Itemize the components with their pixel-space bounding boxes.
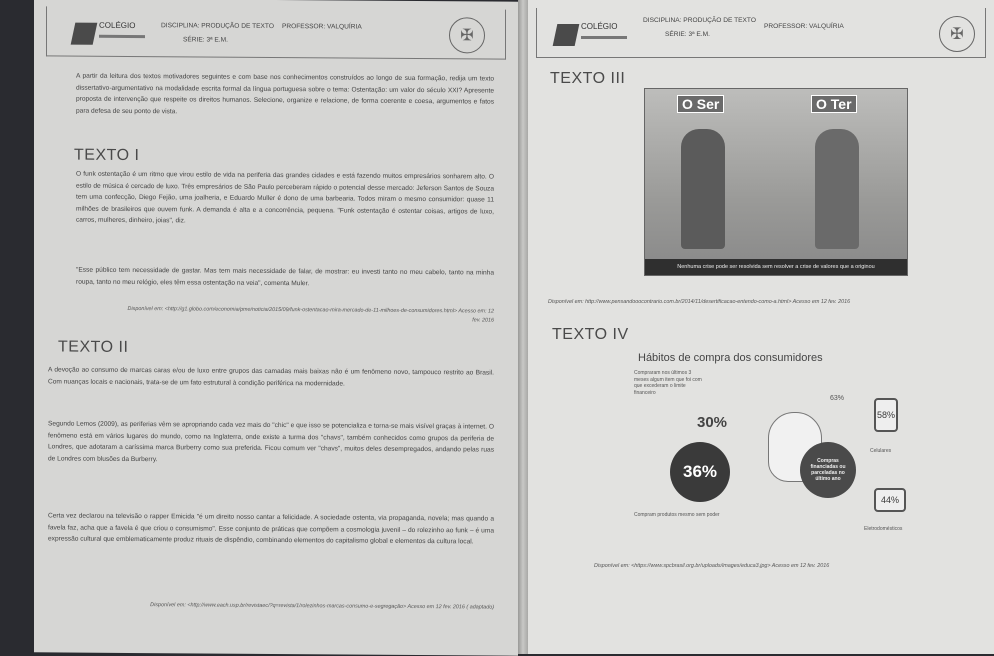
texto1-title: TEXTO I [74, 146, 140, 165]
cartoon-caption: Nenhuma crise pode ser resolvida sem resolver a crise de valores que a originou [645, 259, 907, 275]
stat-63: 63% [830, 395, 845, 402]
school-name: COLÉGIO [99, 20, 136, 31]
texto2-paragraph-3: Certa vez declarou na televisão o rapper Emicida "é um direito nosso cantar a felicidade. A sociedade ostenta, via propaganda, novela; mas quando a favela faz, acha que a favela é que criou o consumismo". Esse conjunto de práticas que compõem a cosmologia juvenil – do rolezinho ao funk – é uma expressão cultural que emblematicamente produz rituais de dispêndio, combinando elementos do capitalismo global e elementos da cultura local. [48, 512, 494, 546]
logo-mark-icon [553, 24, 580, 46]
infographic-title: Hábitos de compra dos consumidores [638, 352, 823, 364]
logo-mark-icon [71, 23, 98, 45]
cartoon-image [644, 88, 908, 276]
grade-label: SÉRIE: 3ª E.M. [665, 31, 710, 38]
caption-right-2: Eletrodomésticos [864, 526, 903, 532]
texto1-paragraph-1: O funk ostentação é um ritmo que virou estilo de vida na periferia das grandes cidades e está fazendo muitos empresários sonharem alto. O estilo de música é cercado de luxo. Três empresários de São Paulo perceberam rápido o potencial desse mercado: Jeferson Santos de Souza tem uma confecção, Diego Fejão, uma joalheria, e Eduardo Muller é dono de uma barbearia. Todos miram o mesmo consumidor: quase 11 milhões de brasileiros que ouvem funk. A demanda é alta e a concorrência, pequena. "Funk ostentação é ostentar coisas, artigos de luxo, carros, mulheres, dinheiro, joias", diz. [76, 170, 494, 225]
professor-label: PROFESSOR: VALQUÍRIA [763, 23, 844, 30]
school-logo [555, 18, 635, 52]
right-page [528, 0, 994, 654]
stat-30: 30% [696, 413, 728, 431]
texto4-title: TEXTO IV [552, 326, 629, 343]
stat-center: Compras financiadas ou parceladas no último ano [800, 442, 856, 498]
stat-36: 36% [670, 442, 730, 502]
texto2-title: TEXTO II [58, 338, 129, 356]
caption-top: Compraram nos últimos 3 meses algum item que foi com que excederam o limite financeiro [634, 370, 702, 396]
texto2-paragraph-2: Segundo Lemos (2009), as periferias vêm se apropriando cada vez mais do "chic" e que isso se potencializa e torna-se mais visível graças à internet. O fenômeno está em vários lugares do mundo, como na Inglaterra, onde existe a turma dos "chavs", também conhecidos como grupos da periferia de Londres, que adotaram a caríssima marca Burberry como sua preferida. Ficou comum ver "chavs", muitos deles desempregados, andando pelas ruas de Londres com blusões da Burberry. [48, 420, 494, 463]
cartoon-label-ser: O Ser [677, 95, 724, 113]
left-header [46, 6, 506, 59]
school-crest-icon: ✠ [449, 17, 485, 53]
texto3-title: TEXTO III [550, 70, 626, 87]
texto2-source: Disponível em: <http://www.each.usp.br/revistaec/?q=revista/1/rolezinhos-marcas-consumo-e-segregação> Acesso em 12 fev. 2016 ( adaptado) [150, 602, 494, 611]
school-crest-icon: ✠ [939, 16, 975, 52]
caption-bottom: Compram produtos mesmo sem poder [634, 512, 720, 518]
discipline-label: DISCIPLINA: PRODUÇÃO DE TEXTO [643, 17, 756, 24]
book-gutter [518, 0, 528, 654]
phone-icon: 58% [874, 398, 898, 432]
texto1-source: Disponível em: <http://g1.globo.com/economia/pme/noticia/2015/09/funk-ostentacao-mira-mercado-de-11-milhoes-de-consumidores.html> Acesso em: 12 fev. 2016 [127, 305, 494, 324]
cartoon-label-ter: O Ter [811, 95, 857, 113]
infographic [624, 352, 964, 542]
texto4-source: Disponível em: <https://www.spcbrasil.org.br/uploads/images/educa3.jpg> Acesso em 12 fev. 2016 [594, 563, 830, 569]
school-logo [73, 17, 153, 52]
texto2-paragraph-1: A devoção ao consumo de marcas caras e/ou de luxo entre grupos das camadas mais baixas não é um fenômeno novo, tampouco restrito ao Brasil. Com nuanças locais e nacionais, trata-se de um fato estrutural à condição periférica na modernidade. [48, 366, 494, 388]
instructions: A partir da leitura dos textos motivadores seguintes e com base nos conhecimentos construídos ao longo de sua formação, redija um texto dissertativo-argumentativo na modalidade escrita formal da língua portuguesa sobre o tema: Ostentação: um valor do século XXI? Apresente proposta de intervenção que respeite os direitos humanos. Selecione, organize e relacione, de forma coerente e coesa, argumentos e fatos para defesa de seu ponto de vista. [76, 72, 494, 116]
school-name: COLÉGIO [581, 22, 618, 31]
professor-label: PROFESSOR: VALQUÍRIA [281, 23, 362, 31]
cartoon-figure-left [681, 129, 725, 249]
texto1-paragraph-2: "Esse público tem necessidade de gastar. Mas tem mais necessidade de falar, de mostrar: eu investi tanto no meu cabelo, tanto na minha roupa, tanto no meu relógio, eles têm essa ostentação na veia", comenta Muler. [76, 266, 494, 287]
left-page [34, 0, 518, 656]
tv-icon: 44% [874, 488, 906, 512]
right-header [536, 8, 986, 58]
discipline-label: DISCIPLINA: PRODUÇÃO DE TEXTO [161, 22, 274, 30]
caption-right-1: Celulares [870, 448, 892, 454]
grade-label: SÉRIE: 3ª E.M. [183, 36, 228, 44]
texto3-source: Disponível em: http://www.pensandooocontrario.com.br/2014/11/desertificacao-entendo-como-a.html> Acesso em 12 fev. 2016 [548, 299, 851, 305]
cartoon-figure-right [815, 129, 859, 249]
